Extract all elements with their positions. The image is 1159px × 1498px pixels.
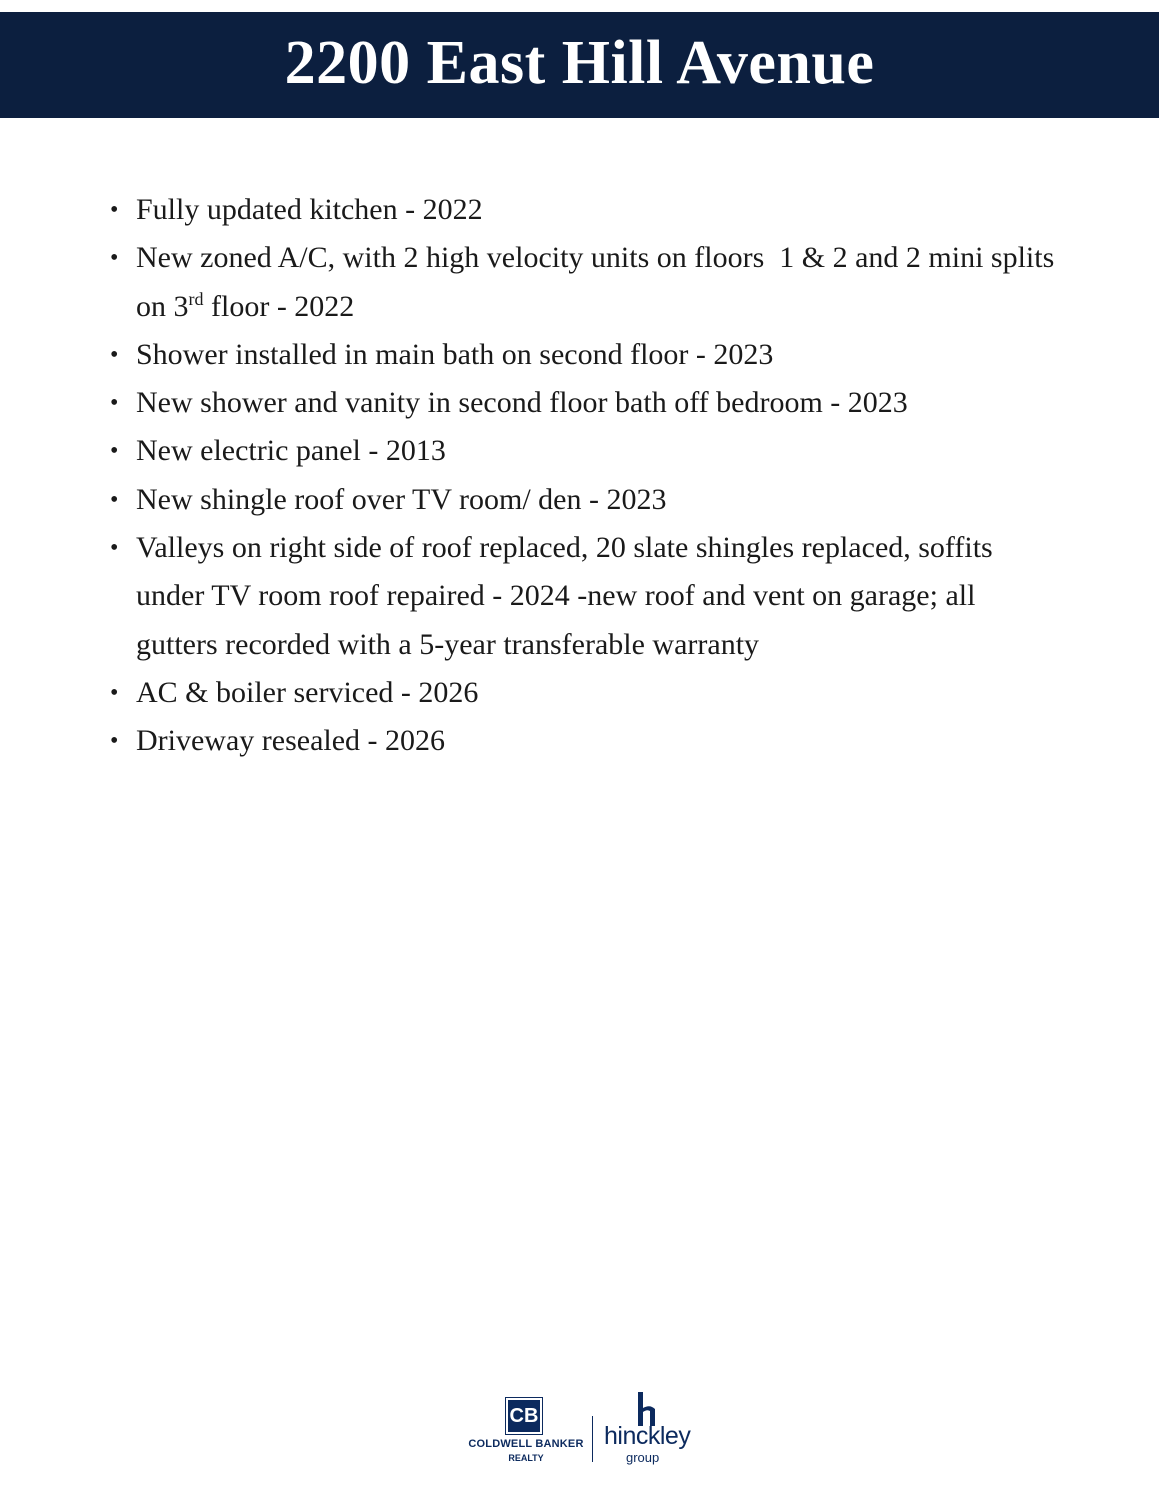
list-item-text: New zoned A/C, with 2 high velocity units on floors 1 & 2 and 2 mini splits on 3 <box>136 241 1062 323</box>
list-item-text: New shower and vanity in second floor bath off bedroom - 2023 <box>136 386 908 420</box>
list-item <box>110 186 1056 234</box>
bullet-icon: • <box>110 679 119 706</box>
list-item <box>110 331 1056 379</box>
bullet-icon: • <box>110 728 119 755</box>
ordinal-suffix: rd <box>188 288 204 309</box>
list-item-text: New shingle roof over TV room/ den - 2023 <box>136 482 667 516</box>
list-item-text: New electric panel - 2013 <box>136 434 446 468</box>
list-item-text: Fully updated kitchen - 2022 <box>136 193 483 226</box>
list-item-text: Shower installed in main bath on second floor - 2023 <box>136 337 774 371</box>
bullet-icon: • <box>110 438 119 465</box>
logo-divider <box>592 1416 593 1462</box>
list-item-text-tail: floor - 2022 <box>203 289 355 323</box>
list-item <box>110 379 1056 427</box>
list-item <box>110 524 1056 669</box>
list-item-text: Valleys on right side of roof replaced, 20 slate shingles replaced, soffits under TV room roof repaired - 2024 -new roof and vent on garage; all gutters recorded with a 5-year transferable warranty <box>136 531 993 661</box>
bullet-icon: • <box>110 390 119 417</box>
hinckley-sub: group <box>626 1450 660 1465</box>
bullet-icon: • <box>110 535 119 562</box>
list-item <box>110 476 1056 524</box>
list-item-text: AC & boiler serviced - 2026 <box>136 675 479 709</box>
bullet-icon: • <box>110 341 119 368</box>
hinckley-name: hinckley <box>604 1422 691 1450</box>
list-item-text: Driveway resealed - 2026 <box>136 724 446 758</box>
features-list <box>110 186 1062 766</box>
page-title: 2200 East Hill Avenue <box>284 28 875 97</box>
list-item <box>110 427 1056 475</box>
title-banner <box>0 12 1159 118</box>
list-item <box>110 717 1056 765</box>
bullet-icon: • <box>110 197 119 223</box>
bullet-icon: • <box>110 486 119 513</box>
list-item <box>110 234 1062 331</box>
bullet-icon: • <box>110 245 119 272</box>
list-item <box>110 669 1056 717</box>
footer-logos <box>466 1392 706 1472</box>
hinckley-h-icon <box>638 1392 656 1426</box>
coldwell-banker-name: COLDWELL BANKER <box>468 1438 584 1450</box>
coldwell-banker-sub: REALTY <box>508 1453 544 1463</box>
coldwell-banker-logo-icon: CB <box>506 1398 542 1434</box>
